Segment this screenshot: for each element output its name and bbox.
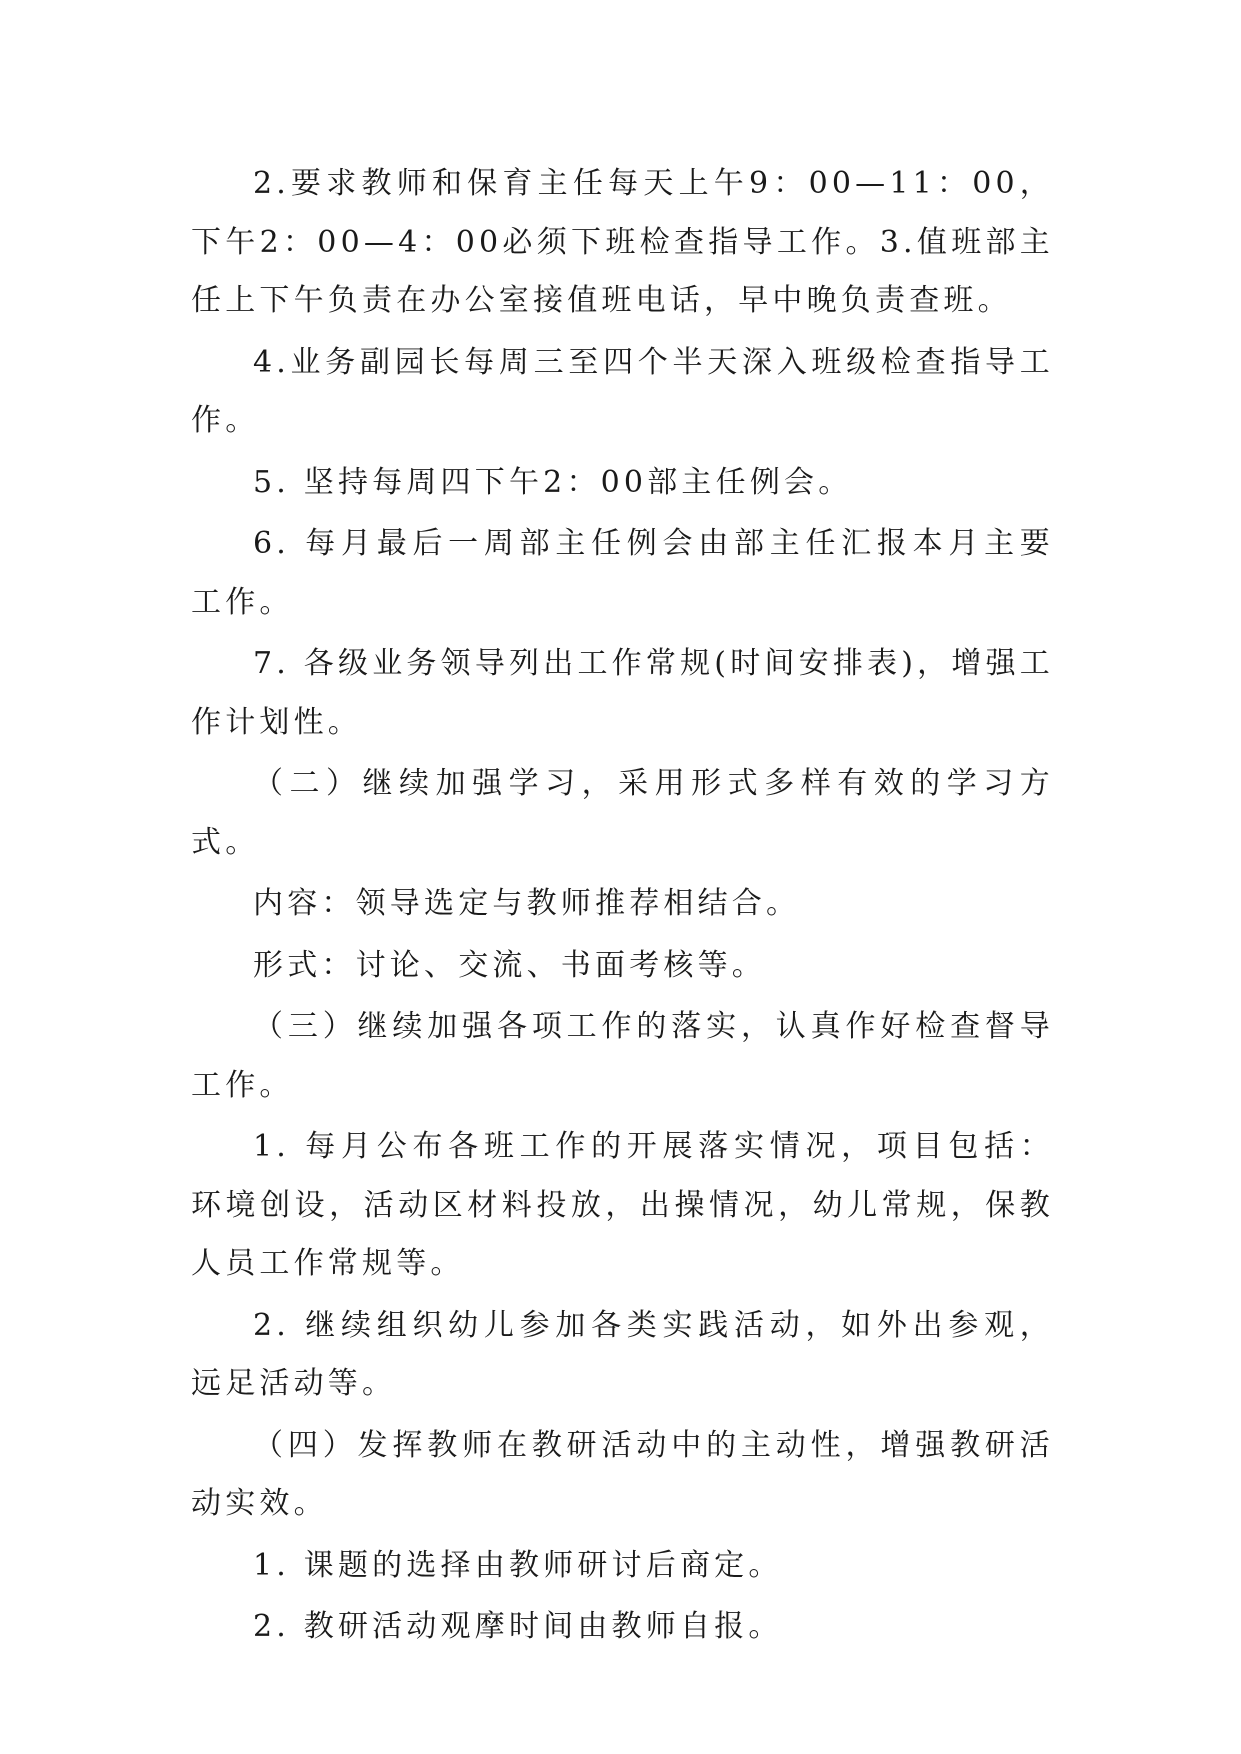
paragraph-vice-principal-inspection: 4.业务副园长每周三至四个半天深入班级检查指导工作。 xyxy=(191,344,1054,438)
paragraph-duty-schedule: 2.要求教师和保育主任每天上午9：00—11：00，下午2：00—4：00必须下班检查指导工作。3.值班部主任上下午负责在办公室接值班电话，早中晚负责查班。 xyxy=(191,166,1054,318)
section-heading-3: （三）继续加强各项工作的落实，认真作好检查督导工作。 xyxy=(191,1009,1054,1103)
paragraph-practice-activities: 2. 继续组织幼儿参加各类实践活动，如外出参观，远足活动等。 xyxy=(191,1307,1054,1401)
section-heading-2: （二）继续加强学习，采用形式多样有效的学习方式。 xyxy=(191,766,1054,860)
section-heading-4: （四）发挥教师在教研活动中的主动性，增强教研活动实效。 xyxy=(191,1427,1054,1521)
paragraph-topic-selection: 1. 课题的选择由教师研讨后商定。 xyxy=(253,1547,783,1583)
paragraph-weekly-meeting: 5. 坚持每周四下午2：00部主任例会。 xyxy=(253,464,853,500)
paragraph-monthly-publication: 1. 每月公布各班工作的开展落实情况，项目包括：环境创设，活动区材料投放，出操情况，幼儿常规，保教人员工作常规等。 xyxy=(191,1129,1054,1281)
paragraph-content: 内容：领导选定与教师推荐相结合。 xyxy=(253,886,801,921)
paragraph-work-routine: 7. 各级业务领导列出工作常规(时间安排表)，增强工作计划性。 xyxy=(191,646,1054,740)
paragraph-form: 形式：讨论、交流、书面考核等。 xyxy=(253,947,766,983)
paragraph-observation-time: 2. 教研活动观摩时间由教师自报。 xyxy=(253,1609,783,1644)
document-body xyxy=(191,155,1054,1660)
paragraph-monthly-report: 6. 每月最后一周部主任例会由部主任汇报本月主要工作。 xyxy=(191,526,1054,620)
